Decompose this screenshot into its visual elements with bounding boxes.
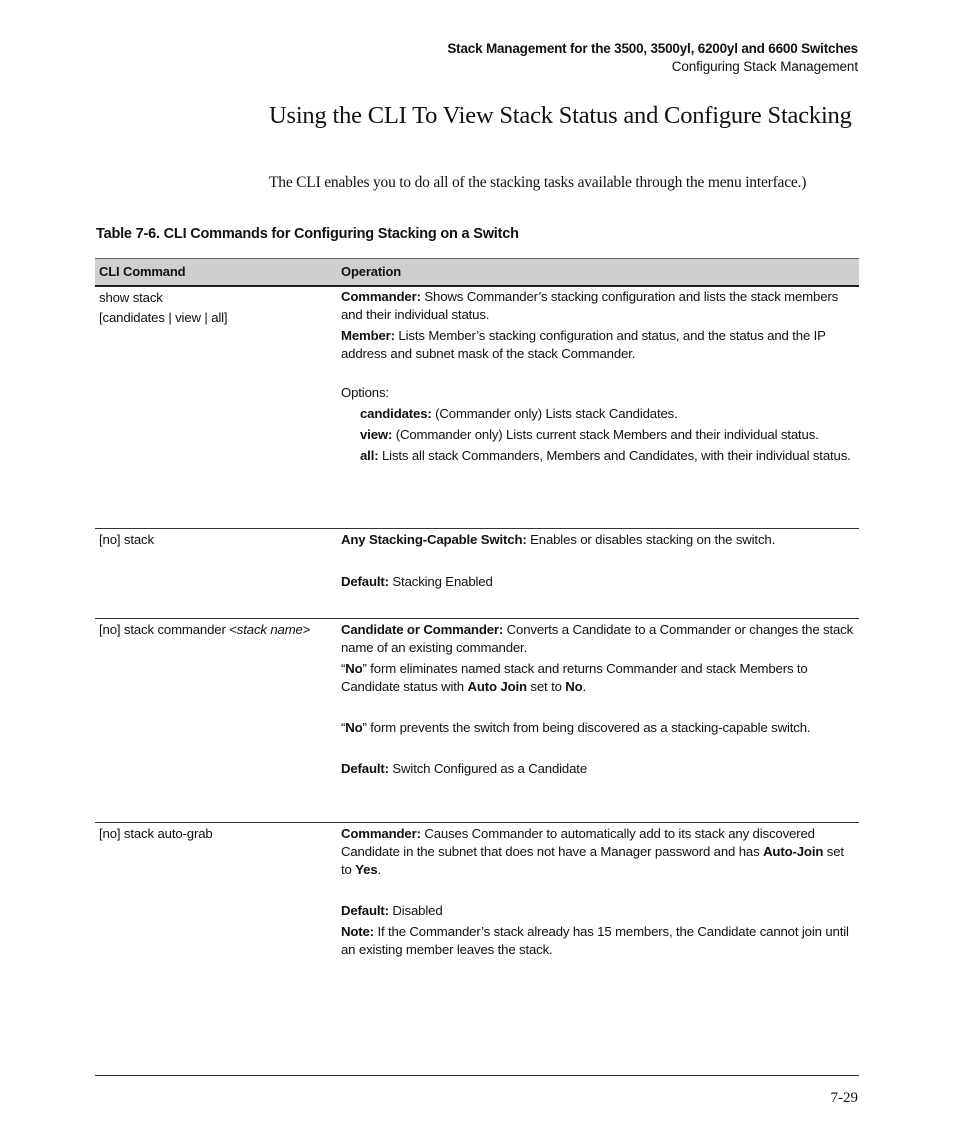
column-header-operation: Operation [341, 264, 402, 279]
note-paragraph: Note: If the Commander’s stack already has 15 members, the Candidate cannot join until an existing member leaves the stack. [341, 924, 849, 957]
command-cell [95, 287, 337, 528]
options-label: Options: [341, 385, 389, 400]
operation-paragraph: Any Stacking-Capable Switch: Enables or disables stacking on the switch. [341, 532, 776, 547]
command-cell [95, 823, 337, 973]
operation-paragraph: Member: Lists Member’s stacking configuration and status, and the status and the IP address and subnet mask of the stack Commander. [341, 328, 826, 361]
table-header-row [95, 258, 859, 287]
table-row [95, 619, 859, 823]
option-all: all: Lists all stack Commanders, Members and Candidates, with their individual status. [360, 448, 851, 463]
running-header-subtitle: Configuring Stack Management [671, 59, 858, 74]
operation-cell [337, 287, 859, 528]
section-title: Using the CLI To View Stack Status and Configure Stacking [269, 102, 852, 129]
operation-paragraph: Commander: Causes Commander to automatically add to its stack any discovered Candidate in the subnet that does not have a Manager password and has Auto-Join set to Yes. [341, 826, 844, 877]
operation-cell [337, 823, 859, 973]
operation-cell [337, 529, 859, 618]
operation-cell [337, 619, 859, 822]
command-cell [95, 529, 337, 618]
table-row [95, 823, 859, 973]
command-text: [no] stack [99, 532, 154, 547]
page-number: 7-29 [830, 1090, 858, 1106]
table-caption: Table 7-6. CLI Commands for Configuring Stacking on a Switch [96, 226, 519, 242]
footer-divider [95, 1075, 859, 1076]
default-value: Default: Stacking Enabled [341, 574, 493, 589]
command-text: [no] stack auto-grab [99, 826, 213, 841]
intro-paragraph: The CLI enables you to do all of the stacking tasks available through the menu interface.) [269, 174, 807, 191]
command-cell [95, 619, 337, 822]
option-view: view: (Commander only) Lists current stack Members and their individual status. [360, 427, 819, 442]
operation-paragraph: “No” form eliminates named stack and returns Commander and stack Members to Candidate status with Auto Join set to No. [341, 661, 808, 694]
operation-paragraph: “No” form prevents the switch from being discovered as a stacking-capable switch. [341, 720, 811, 735]
command-text: show stack [99, 290, 163, 305]
table-row [95, 287, 859, 529]
default-value: Default: Switch Configured as a Candidate [341, 761, 588, 776]
column-header-cli-command: CLI Command [99, 264, 186, 279]
command-args: [candidates | view | all] [99, 310, 228, 325]
operation-paragraph: Commander: Shows Commander’s stacking configuration and lists the stack members and their individual status. [341, 289, 839, 322]
operation-paragraph: Candidate or Commander: Converts a Candidate to a Commander or changes the stack name of an existing commander. [341, 622, 854, 655]
cli-commands-table [95, 258, 859, 973]
option-candidates: candidates: (Commander only) Lists stack Candidates. [360, 406, 678, 421]
table-row [95, 529, 859, 619]
default-value: Default: Disabled [341, 903, 443, 918]
command-text: [no] stack commander <stack name> [99, 622, 311, 637]
running-header-title: Stack Management for the 3500, 3500yl, 6200yl and 6600 Switches [447, 41, 858, 56]
